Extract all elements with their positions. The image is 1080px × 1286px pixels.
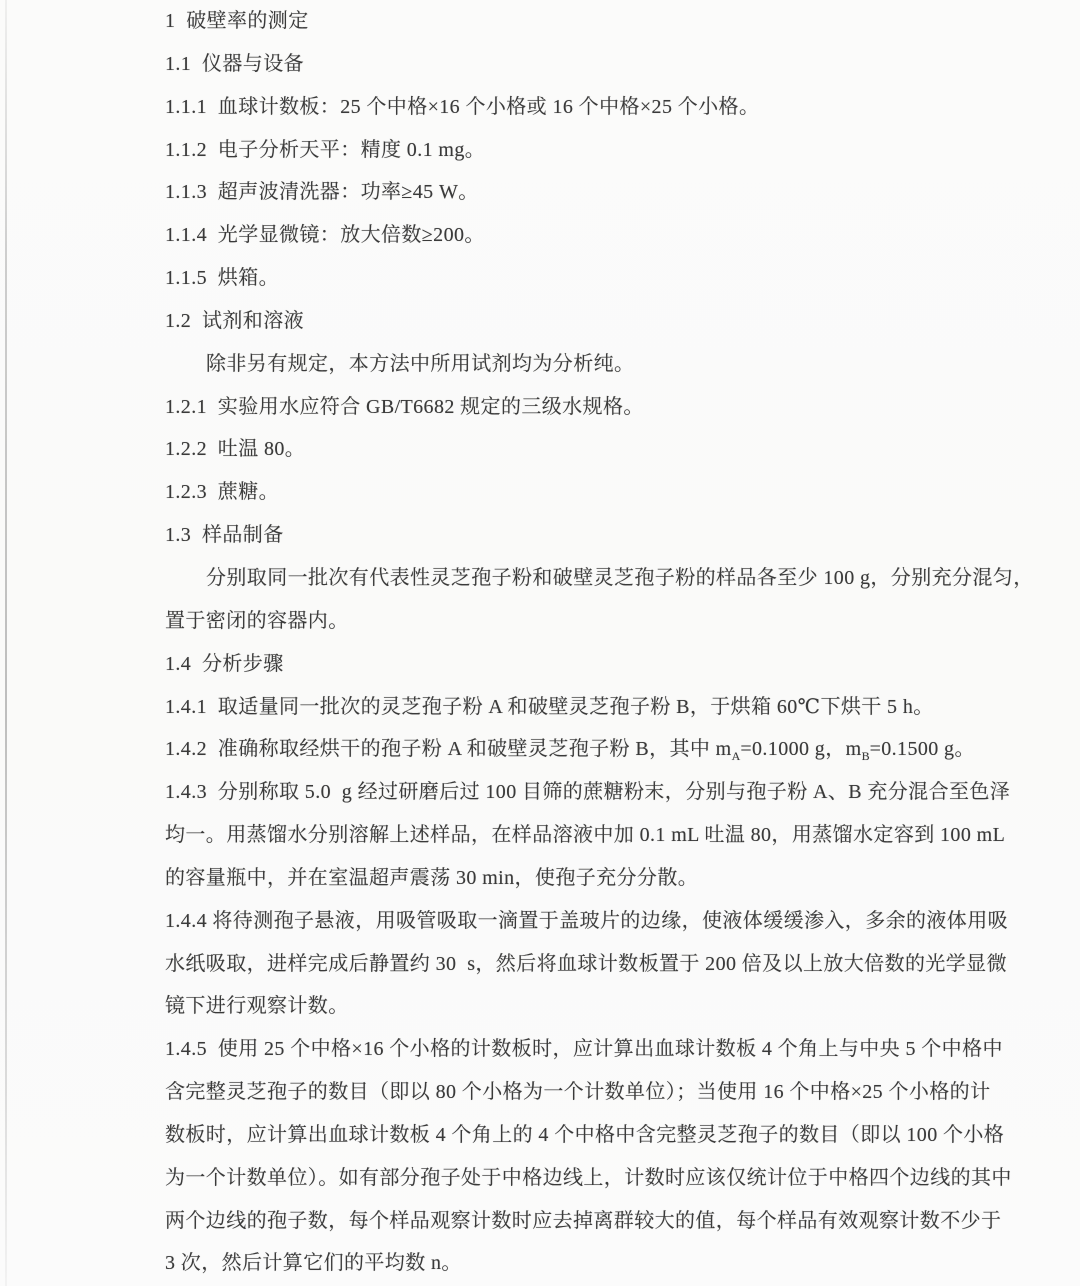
text-line-paragraph: 的容量瓶中，并在室温超声震荡 30 min，使孢子充分分散。 — [165, 866, 699, 889]
text-line-item: 1.2.2 吐温 80。 — [165, 438, 306, 461]
text-line-item: 1.2.1 实验用水应符合 GB/T6682 规定的三级水规格。 — [165, 395, 644, 418]
text-line-item: 1.4.3 分别称取 5.0 g 经过研磨后过 100 目筛的蔗糖粉末，分别与孢子粉 A、B 充分混合至色泽 — [165, 781, 1011, 804]
text-segment: =0.1500 g。 — [869, 738, 975, 761]
text-line-section: 1.4 分析步骤 — [165, 652, 284, 675]
text-line-item: 1.4.4 将待测孢子悬液，用吸管吸取一滴置于盖玻片的边缘，使液体缓缓渗入，多余的液体用吸 — [165, 909, 1008, 932]
text-line-item: 1.1.5 烘箱。 — [165, 267, 279, 290]
text-line-section: 1 破壁率的测定 — [165, 10, 309, 32]
text-line-item: 1.4.5 使用 25 个中格×16 个小格的计数板时，应计算出血球计数板 4 个角上与中央 5 个中格中 — [165, 1038, 1003, 1061]
text-line-item: 1.1.1 血球计数板：25 个中格×16 个小格或 16 个中格×25 个小格。 — [165, 95, 760, 118]
text-line-paragraph: 为一个计数单位）。如有部分孢子处于中格边线上，计数时应该仅统计位于中格四个边线的其中 — [165, 1166, 1012, 1189]
text-line-paragraph: 3 次，然后计算它们的平均数 n。 — [165, 1252, 462, 1275]
text-line-item: 1.1.2 电子分析天平：精度 0.1 mg。 — [165, 138, 486, 161]
document-body — [165, 0, 1034, 1285]
text-line-paragraph: 含完整灵芝孢子的数目（即以 80 个小格为一个计数单位）；当使用 16 个中格×25 个小格的计 — [165, 1081, 991, 1104]
text-line-paragraph: 置于密闭的容器内。 — [165, 609, 349, 632]
text-line-item: 1.4.1 取适量同一批次的灵芝孢子粉 A 和破壁灵芝孢子粉 B，于烘箱 60℃下烘干 5 h。 — [165, 695, 934, 718]
text-line-paragraph: 镜下进行观察计数。 — [165, 995, 349, 1018]
text-line-item — [165, 728, 975, 771]
page-edge-line — [5, 0, 7, 1286]
text-segment: 1.4.2 准确称取经烘干的孢子粉 A 和破壁灵芝孢子粉 B，其中 m — [165, 738, 732, 761]
text-segment: =0.1000 g，m — [740, 738, 862, 761]
text-line-paragraph: 分别取同一批次有代表性灵芝孢子粉和破壁灵芝孢子粉的样品各至少 100 g，分别充分混匀， — [206, 566, 1034, 589]
text-line-section: 1.3 样品制备 — [165, 524, 284, 547]
text-line-section: 1.1 仪器与设备 — [165, 52, 304, 75]
text-line-item: 1.1.4 光学显微镜：放大倍数≥200。 — [165, 224, 485, 247]
text-line-paragraph: 均一。用蒸馏水分别溶解上述样品，在样品溶液中加 0.1 mL 吐温 80，用蒸馏水定容到 100 mL — [165, 824, 1006, 847]
subscript-text: B — [861, 749, 870, 764]
text-line-section: 1.2 试剂和溶液 — [165, 309, 304, 332]
text-line-paragraph: 除非另有规定，本方法中所用试剂均为分析纯。 — [206, 352, 635, 375]
text-line-item: 1.1.3 超声波清洗器：功率≥45 W。 — [165, 181, 479, 204]
text-line-paragraph: 两个边线的孢子数，每个样品观察计数时应去掉离群较大的值，每个样品有效观察计数不少于 — [165, 1209, 1002, 1232]
text-line-paragraph: 水纸吸取，进样完成后静置约 30 s，然后将血球计数板置于 200 倍及以上放大倍数的光学显微 — [165, 952, 1007, 975]
text-line-paragraph: 数板时，应计算出血球计数板 4 个角上的 4 个中格中含完整灵芝孢子的数目（即以 100 个小格 — [165, 1123, 1005, 1146]
subscript-text: A — [731, 749, 741, 764]
text-line-item: 1.2.3 蔗糖。 — [165, 481, 279, 504]
